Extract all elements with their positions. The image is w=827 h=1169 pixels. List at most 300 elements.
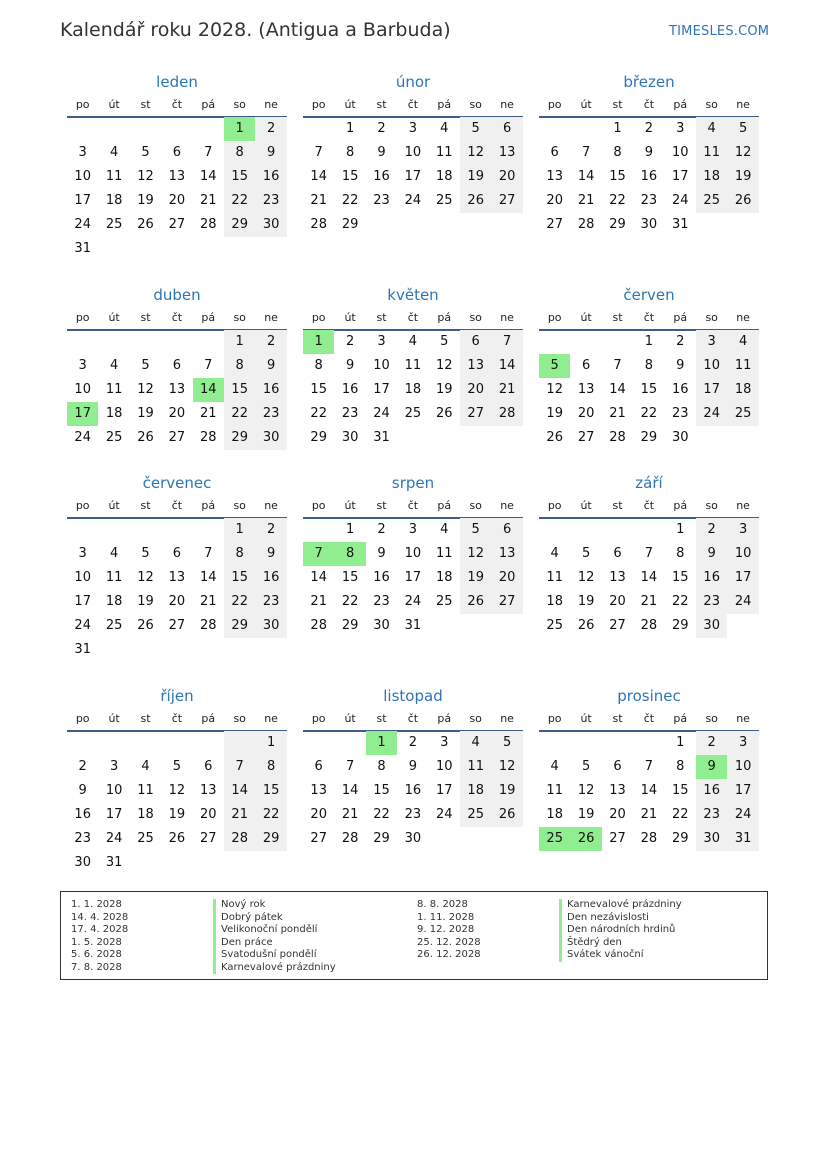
day-cell: 21 bbox=[491, 378, 522, 402]
day-cell: 22 bbox=[672, 594, 689, 609]
day-cell: 13 bbox=[200, 783, 217, 798]
day-cell: 24 bbox=[74, 618, 91, 633]
day-cell: 12 bbox=[491, 755, 522, 779]
day-cell: 4 bbox=[550, 546, 559, 561]
weekday-label: čt bbox=[171, 712, 183, 725]
day-cell: 31 bbox=[105, 855, 123, 870]
weekday-label: po bbox=[75, 712, 90, 725]
day-cell: 10 bbox=[74, 570, 91, 585]
day-cell: 11 bbox=[137, 783, 154, 798]
day-cell: 15 bbox=[224, 566, 255, 590]
day-cell: 13 bbox=[609, 783, 626, 798]
day-cell: 14 bbox=[491, 354, 522, 378]
weekday-label: so bbox=[705, 98, 718, 111]
weekday-label: so bbox=[705, 712, 718, 725]
day-cell: 22 bbox=[373, 807, 390, 822]
day-cell: 9 bbox=[377, 546, 386, 561]
day-cell: 4 bbox=[141, 759, 150, 774]
legend-date: 17. 4. 2028 bbox=[71, 924, 129, 935]
day-cell: 7 bbox=[613, 358, 622, 373]
day-cell: 19 bbox=[137, 594, 154, 609]
day-cell: 12 bbox=[460, 141, 491, 165]
day-cell: 5 bbox=[141, 145, 150, 160]
day-cell: 10 bbox=[727, 542, 758, 566]
day-cell: 1 bbox=[676, 735, 685, 750]
day-cell: 14 bbox=[640, 570, 658, 585]
day-cell: 20 bbox=[200, 807, 217, 822]
weekday-label: st bbox=[140, 499, 151, 512]
day-cell: 1 bbox=[255, 731, 286, 755]
day-cell: 15 bbox=[640, 382, 658, 397]
weekday-label: pá bbox=[201, 311, 216, 324]
weekday-label: po bbox=[311, 98, 326, 111]
day-cell: 10 bbox=[696, 354, 727, 378]
weekday-label: pá bbox=[437, 98, 452, 111]
weekday-label: ne bbox=[264, 499, 278, 512]
weekday-label: čt bbox=[643, 98, 655, 111]
day-cell: 22 bbox=[672, 807, 689, 822]
day-cell: 23 bbox=[672, 406, 689, 421]
day-cell: 20 bbox=[168, 406, 186, 421]
day-cell: 24 bbox=[727, 590, 758, 614]
day-cell: 28 bbox=[200, 430, 217, 445]
weekday-label: čt bbox=[643, 712, 655, 725]
holiday-day-cell: 26 bbox=[570, 827, 601, 851]
day-cell: 13 bbox=[168, 382, 186, 397]
holiday-day-cell: 25 bbox=[539, 827, 570, 851]
day-cell: 17 bbox=[74, 193, 91, 208]
day-cell: 29 bbox=[672, 831, 689, 846]
day-cell: 19 bbox=[727, 165, 758, 189]
weekday-label: pá bbox=[673, 499, 688, 512]
day-cell: 30 bbox=[696, 614, 727, 638]
day-cell: 4 bbox=[727, 330, 758, 354]
day-cell: 15 bbox=[672, 570, 689, 585]
holiday-day-cell: 5 bbox=[539, 354, 570, 378]
day-cell: 7 bbox=[644, 546, 654, 561]
day-cell: 7 bbox=[314, 145, 323, 160]
day-cell: 21 bbox=[640, 594, 658, 609]
day-cell: 5 bbox=[141, 546, 150, 561]
day-cell: 9 bbox=[255, 542, 286, 566]
day-cell: 23 bbox=[696, 803, 727, 827]
day-cell: 3 bbox=[727, 731, 758, 755]
day-cell: 14 bbox=[609, 382, 626, 397]
day-cell: 16 bbox=[255, 378, 286, 402]
legend-holiday-name: Velikonoční pondělí bbox=[213, 924, 317, 937]
day-cell: 4 bbox=[440, 121, 449, 136]
day-cell: 21 bbox=[640, 807, 658, 822]
legend-date: 9. 12. 2028 bbox=[417, 924, 475, 935]
month-name: prosinec bbox=[617, 687, 681, 705]
day-cell: 6 bbox=[172, 145, 182, 160]
weekday-label: út bbox=[580, 311, 592, 324]
day-cell: 31 bbox=[727, 827, 758, 851]
holiday-day-cell: 1 bbox=[224, 117, 255, 141]
day-cell: 8 bbox=[676, 759, 685, 774]
day-cell: 24 bbox=[404, 594, 422, 609]
weekday-header bbox=[303, 98, 523, 118]
day-cell: 24 bbox=[696, 402, 727, 426]
day-cell: 29 bbox=[224, 426, 255, 450]
day-cell: 20 bbox=[546, 193, 563, 208]
weekday-label: čt bbox=[643, 499, 655, 512]
day-cell: 2 bbox=[78, 759, 87, 774]
month-name: leden bbox=[156, 73, 198, 91]
day-cell: 3 bbox=[78, 358, 87, 373]
holiday-day-cell: 17 bbox=[67, 402, 98, 426]
weekday-label: pá bbox=[201, 712, 216, 725]
day-cell: 6 bbox=[613, 546, 622, 561]
day-cell: 3 bbox=[78, 145, 87, 160]
day-cell: 16 bbox=[373, 169, 390, 184]
day-cell: 25 bbox=[460, 803, 491, 827]
day-cell: 23 bbox=[373, 594, 390, 609]
day-cell: 2 bbox=[255, 518, 286, 542]
weekday-label: ne bbox=[500, 712, 514, 725]
day-cell: 22 bbox=[310, 406, 327, 421]
day-cell: 11 bbox=[727, 354, 758, 378]
day-cell: 22 bbox=[224, 189, 255, 213]
day-cell: 11 bbox=[436, 546, 453, 561]
day-cell: 2 bbox=[345, 334, 355, 349]
holiday-day-cell: 1 bbox=[303, 330, 334, 354]
day-cell: 17 bbox=[672, 169, 689, 184]
day-cell: 12 bbox=[577, 783, 595, 798]
day-cell: 15 bbox=[609, 169, 626, 184]
day-cell: 30 bbox=[696, 827, 727, 851]
weekday-label: st bbox=[612, 311, 623, 324]
day-cell: 30 bbox=[74, 855, 91, 870]
legend-date: 1. 11. 2028 bbox=[417, 911, 475, 923]
weekday-label: ne bbox=[736, 712, 750, 725]
day-cell: 7 bbox=[644, 759, 654, 774]
brand-link[interactable]: TIMESLES.COM bbox=[669, 24, 770, 39]
day-cell: 14 bbox=[200, 570, 217, 585]
weekday-label: po bbox=[311, 712, 326, 725]
day-cell: 3 bbox=[408, 121, 418, 136]
day-cell: 6 bbox=[172, 546, 182, 561]
day-cell: 9 bbox=[408, 759, 418, 774]
day-cell: 6 bbox=[491, 518, 522, 542]
day-cell: 6 bbox=[581, 358, 591, 373]
day-cell: 20 bbox=[168, 594, 186, 609]
day-cell: 20 bbox=[491, 566, 522, 590]
day-cell: 18 bbox=[137, 807, 154, 822]
weekday-label: čt bbox=[171, 499, 183, 512]
day-cell: 10 bbox=[436, 759, 453, 774]
day-cell: 2 bbox=[408, 735, 418, 750]
day-cell: 19 bbox=[577, 807, 595, 822]
holiday-day-cell: 8 bbox=[334, 542, 365, 566]
day-cell: 7 bbox=[204, 358, 213, 373]
weekday-label: so bbox=[233, 98, 246, 111]
day-cell: 29 bbox=[609, 217, 626, 232]
day-cell: 1 bbox=[224, 330, 255, 354]
day-cell: 1 bbox=[613, 121, 622, 136]
day-cell: 28 bbox=[224, 827, 255, 851]
weekday-label: út bbox=[580, 499, 592, 512]
weekday-label: út bbox=[344, 499, 356, 512]
day-cell: 21 bbox=[310, 594, 327, 609]
month-name: listopad bbox=[383, 687, 443, 705]
day-cell: 18 bbox=[727, 378, 758, 402]
day-cell: 12 bbox=[460, 542, 491, 566]
legend-date: 5. 6. 2028 bbox=[71, 949, 122, 960]
day-cell: 8 bbox=[676, 546, 685, 561]
day-cell: 27 bbox=[168, 217, 186, 232]
day-cell: 11 bbox=[105, 169, 123, 184]
day-cell: 17 bbox=[105, 807, 123, 822]
day-cell: 27 bbox=[491, 590, 522, 614]
weekday-label: po bbox=[547, 98, 562, 111]
day-cell: 8 bbox=[345, 145, 355, 160]
day-cell: 2 bbox=[644, 121, 654, 136]
day-cell: 20 bbox=[609, 594, 626, 609]
day-cell: 18 bbox=[404, 382, 422, 397]
day-cell: 4 bbox=[109, 145, 119, 160]
day-cell: 6 bbox=[314, 759, 323, 774]
day-cell: 28 bbox=[640, 831, 658, 846]
day-cell: 27 bbox=[491, 189, 522, 213]
day-cell: 21 bbox=[224, 803, 255, 827]
day-cell: 12 bbox=[137, 382, 154, 397]
day-cell: 16 bbox=[640, 169, 658, 184]
month-name: červenec bbox=[142, 474, 212, 492]
weekday-header bbox=[67, 499, 287, 519]
day-cell: 17 bbox=[727, 779, 758, 803]
day-cell: 3 bbox=[109, 759, 119, 774]
day-cell: 19 bbox=[546, 406, 563, 421]
day-cell: 30 bbox=[373, 618, 390, 633]
weekday-label: pá bbox=[673, 98, 688, 111]
weekday-label: út bbox=[108, 712, 120, 725]
day-cell: 24 bbox=[727, 803, 758, 827]
weekday-label: út bbox=[344, 712, 356, 725]
day-cell: 15 bbox=[310, 382, 327, 397]
day-cell: 29 bbox=[640, 430, 658, 445]
day-cell: 1 bbox=[345, 522, 355, 537]
legend-holiday-name: Dobrý pátek bbox=[213, 912, 283, 925]
day-cell: 7 bbox=[204, 145, 213, 160]
day-cell: 10 bbox=[404, 145, 422, 160]
day-cell: 9 bbox=[676, 358, 685, 373]
day-cell: 26 bbox=[460, 189, 491, 213]
day-cell: 21 bbox=[577, 193, 595, 208]
day-cell: 11 bbox=[460, 755, 491, 779]
weekday-label: pá bbox=[201, 499, 216, 512]
day-cell: 15 bbox=[341, 570, 359, 585]
day-cell: 29 bbox=[341, 217, 359, 232]
day-cell: 28 bbox=[200, 618, 217, 633]
weekday-header bbox=[67, 98, 287, 118]
weekday-label: st bbox=[140, 311, 151, 324]
day-cell: 13 bbox=[491, 141, 522, 165]
day-cell: 27 bbox=[168, 430, 186, 445]
legend-date: 14. 4. 2028 bbox=[71, 911, 129, 923]
day-cell: 12 bbox=[168, 783, 186, 798]
day-cell: 26 bbox=[491, 803, 522, 827]
day-cell: 6 bbox=[613, 759, 622, 774]
day-cell: 24 bbox=[436, 807, 453, 822]
day-cell: 11 bbox=[105, 382, 123, 397]
month-name: srpen bbox=[391, 474, 435, 492]
legend-holiday-name: Štědrý den bbox=[559, 937, 622, 950]
day-cell: 8 bbox=[644, 358, 654, 373]
legend-date: 1. 1. 2028 bbox=[71, 899, 122, 910]
day-cell: 12 bbox=[727, 141, 758, 165]
legend-holiday-name: Den práce bbox=[213, 937, 273, 950]
day-cell: 14 bbox=[310, 169, 327, 184]
day-cell: 30 bbox=[255, 426, 286, 450]
day-cell: 8 bbox=[613, 145, 622, 160]
weekday-header bbox=[303, 712, 523, 732]
day-cell: 31 bbox=[74, 241, 91, 256]
day-cell: 30 bbox=[640, 217, 658, 232]
day-cell: 2 bbox=[676, 334, 685, 349]
day-cell: 26 bbox=[546, 430, 563, 445]
weekday-label: pá bbox=[201, 98, 216, 111]
weekday-label: so bbox=[469, 311, 482, 324]
weekday-header bbox=[67, 712, 287, 732]
day-cell: 12 bbox=[137, 169, 154, 184]
day-cell: 17 bbox=[404, 570, 422, 585]
day-cell: 24 bbox=[404, 193, 422, 208]
weekday-header bbox=[539, 311, 759, 331]
day-cell: 4 bbox=[440, 522, 449, 537]
day-cell: 29 bbox=[255, 827, 286, 851]
day-cell: 5 bbox=[727, 117, 758, 141]
weekday-label: pá bbox=[437, 712, 452, 725]
day-cell: 22 bbox=[341, 594, 359, 609]
day-cell: 31 bbox=[672, 217, 689, 232]
legend-holiday-name: Nový rok bbox=[213, 899, 265, 912]
legend-holiday-name: Karnevalové prázdniny bbox=[559, 899, 682, 912]
day-cell: 16 bbox=[255, 165, 286, 189]
weekday-label: so bbox=[705, 311, 718, 324]
day-cell: 7 bbox=[204, 546, 213, 561]
weekday-label: ne bbox=[264, 98, 278, 111]
day-cell: 26 bbox=[460, 590, 491, 614]
day-cell: 19 bbox=[577, 594, 595, 609]
day-cell: 17 bbox=[74, 594, 91, 609]
legend-holiday-name: Svatodušní pondělí bbox=[213, 949, 316, 962]
weekday-header bbox=[539, 499, 759, 519]
weekday-label: ne bbox=[736, 499, 750, 512]
day-cell: 28 bbox=[640, 618, 658, 633]
day-cell: 9 bbox=[696, 542, 727, 566]
day-cell: 29 bbox=[224, 213, 255, 237]
day-cell: 25 bbox=[137, 831, 154, 846]
day-cell: 25 bbox=[546, 618, 563, 633]
day-cell: 6 bbox=[550, 145, 559, 160]
day-cell: 31 bbox=[373, 430, 390, 445]
day-cell: 15 bbox=[224, 165, 255, 189]
day-cell: 19 bbox=[137, 406, 154, 421]
day-cell: 18 bbox=[105, 594, 123, 609]
weekday-label: pá bbox=[673, 311, 688, 324]
legend-holiday-name: Svátek vánoční bbox=[559, 949, 644, 962]
legend-holiday-name: Den nezávislosti bbox=[559, 912, 649, 925]
day-cell: 5 bbox=[460, 117, 491, 141]
day-cell: 23 bbox=[74, 831, 91, 846]
day-cell: 16 bbox=[696, 566, 727, 590]
weekday-header bbox=[303, 311, 523, 331]
day-cell: 19 bbox=[460, 566, 491, 590]
weekday-header bbox=[539, 712, 759, 732]
month-name: únor bbox=[395, 73, 431, 91]
day-cell: 24 bbox=[74, 217, 91, 232]
weekday-label: so bbox=[469, 499, 482, 512]
day-cell: 28 bbox=[609, 430, 626, 445]
day-cell: 8 bbox=[224, 141, 255, 165]
weekday-label: st bbox=[140, 712, 151, 725]
day-cell: 20 bbox=[491, 165, 522, 189]
day-cell: 10 bbox=[373, 358, 390, 373]
weekday-label: út bbox=[108, 311, 120, 324]
day-cell: 17 bbox=[727, 566, 758, 590]
day-cell: 11 bbox=[404, 358, 422, 373]
day-cell: 22 bbox=[224, 590, 255, 614]
day-cell: 12 bbox=[577, 570, 595, 585]
weekday-label: st bbox=[612, 98, 623, 111]
day-cell: 13 bbox=[546, 169, 563, 184]
weekday-label: so bbox=[233, 712, 246, 725]
day-cell: 18 bbox=[105, 406, 123, 421]
weekday-label: so bbox=[233, 499, 246, 512]
holiday-day-cell: 1 bbox=[366, 731, 397, 755]
page-title: Kalendář roku 2028. (Antigua a Barbuda) bbox=[60, 19, 451, 41]
weekday-label: po bbox=[75, 311, 90, 324]
day-cell: 13 bbox=[577, 382, 595, 397]
day-cell: 20 bbox=[577, 406, 595, 421]
holiday-legend bbox=[60, 891, 768, 980]
day-cell: 6 bbox=[172, 358, 182, 373]
day-cell: 12 bbox=[436, 358, 453, 373]
day-cell: 11 bbox=[436, 145, 453, 160]
day-cell: 14 bbox=[310, 570, 327, 585]
day-cell: 5 bbox=[581, 546, 591, 561]
day-cell: 18 bbox=[696, 165, 727, 189]
legend-date: 8. 8. 2028 bbox=[417, 899, 468, 910]
day-cell: 16 bbox=[341, 382, 359, 397]
day-cell: 1 bbox=[676, 522, 685, 537]
day-cell: 3 bbox=[696, 330, 727, 354]
day-cell: 27 bbox=[460, 402, 491, 426]
weekday-label: čt bbox=[407, 499, 419, 512]
day-cell: 26 bbox=[168, 831, 186, 846]
month-name: červen bbox=[623, 286, 675, 304]
day-cell: 11 bbox=[546, 570, 563, 585]
day-cell: 7 bbox=[491, 330, 522, 354]
weekday-label: ne bbox=[500, 98, 514, 111]
day-cell: 4 bbox=[109, 358, 119, 373]
day-cell: 25 bbox=[436, 193, 453, 208]
day-cell: 4 bbox=[408, 334, 418, 349]
weekday-label: čt bbox=[407, 311, 419, 324]
month-name: květen bbox=[387, 286, 439, 304]
day-cell: 25 bbox=[436, 594, 453, 609]
weekday-label: st bbox=[612, 499, 623, 512]
day-cell: 17 bbox=[696, 378, 727, 402]
day-cell: 10 bbox=[404, 546, 422, 561]
day-cell: 2 bbox=[255, 330, 286, 354]
day-cell: 29 bbox=[672, 618, 689, 633]
legend-date: 1. 5. 2028 bbox=[71, 936, 122, 948]
weekday-label: st bbox=[376, 499, 387, 512]
day-cell: 23 bbox=[373, 193, 390, 208]
day-cell: 21 bbox=[200, 193, 217, 208]
